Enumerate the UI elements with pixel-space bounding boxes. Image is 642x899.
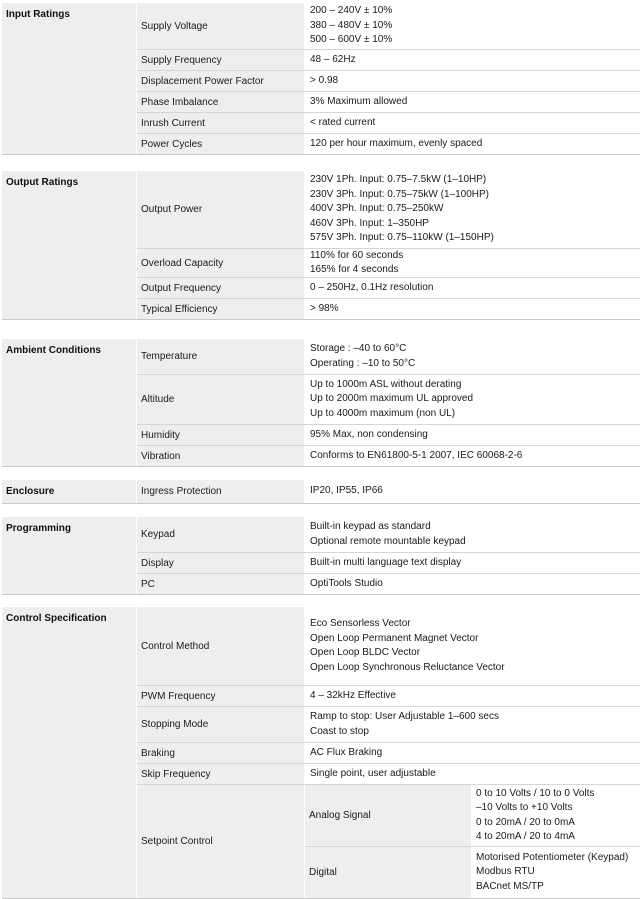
spec-value-line: Up to 2000m maximum UL approved [310, 393, 474, 405]
spec-value-cell [305, 375, 640, 424]
section-output-ratings [2, 171, 640, 320]
spec-value-line: Built-in keypad as standard [310, 521, 431, 532]
spec-label-cell [137, 249, 305, 277]
spec-value-cell [305, 743, 640, 763]
spec-label: Humidity [141, 429, 180, 441]
section-title: Enclosure [6, 486, 55, 497]
spec-label: Power Cycles [141, 138, 203, 150]
spec-value-line: > 98% [310, 302, 339, 314]
spec-value-cell [305, 574, 640, 594]
spec-sublabel-cell [305, 785, 472, 846]
spec-value-line: Optional remote mountable keypad [310, 535, 466, 547]
spec-value-line: 120 per hour maximum, evenly spaced [310, 137, 483, 149]
spec-value-line: IP20, IP55, IP66 [310, 485, 383, 497]
spec-subrow-digital [305, 847, 640, 898]
spec-label-cell [137, 743, 305, 763]
spec-value-line: < rated current [310, 116, 376, 128]
spec-label-cell [137, 299, 305, 319]
spec-row-setpoint-control [137, 785, 640, 898]
spec-label-cell [137, 553, 305, 573]
spec-label-cell [137, 134, 305, 154]
spec-subrow-analog-signal [305, 785, 640, 847]
spec-row-ingress-protection [137, 480, 640, 503]
spec-label-cell [137, 607, 305, 685]
spec-row-braking [137, 743, 640, 764]
spec-label: Output Power [141, 204, 203, 215]
spec-value-line: Motorised Potentiometer (Keypad) [476, 851, 629, 863]
spec-value-line: –10 Volts to +10 Volts [476, 802, 573, 813]
spec-value-line: Eco Sensorless Vector [310, 618, 411, 629]
spec-value-cell [305, 425, 640, 445]
spec-label-cell [137, 425, 305, 445]
spec-value-cell [305, 71, 640, 91]
spec-value-line: 380 – 480V ± 10% [310, 19, 393, 31]
section-body [137, 517, 640, 595]
spec-label-cell [137, 785, 305, 898]
spec-value-line: 110% for 60 seconds [310, 249, 404, 261]
spec-label-cell [137, 71, 305, 91]
section-title: Programming [6, 523, 72, 534]
spec-row-phase-imbalance [137, 92, 640, 113]
section-divider [2, 594, 640, 595]
spec-value-cell [305, 553, 640, 573]
spec-value-line: Up to 4000m maximum (non UL) [310, 407, 456, 419]
spec-row-power-cycles [137, 134, 640, 154]
spec-value-cell [305, 480, 640, 503]
spec-row-temperature [137, 339, 640, 375]
spec-label: Output Frequency [141, 282, 222, 294]
section-body [137, 607, 640, 899]
section-body [137, 171, 640, 320]
spec-row-overload-capacity [137, 249, 640, 278]
spec-row-inrush-current [137, 113, 640, 134]
spec-value-cell [305, 249, 640, 277]
spec-value-line: Open Loop Synchronous Reluctance Vector [310, 661, 505, 673]
spec-row-pwm-frequency [137, 686, 640, 707]
spec-value-line: Coast to stop [310, 725, 369, 737]
spec-sublabel: Analog Signal [309, 810, 371, 821]
spec-row-displacement-power-factor [137, 71, 640, 92]
spec-label-cell [137, 171, 305, 248]
spec-value-cell [305, 113, 640, 133]
spec-value-line: AC Flux Braking [310, 746, 383, 758]
spec-label-cell [137, 278, 305, 298]
spec-value-line: OptiTools Studio [310, 577, 383, 589]
spec-subvalue-cell [472, 785, 640, 846]
spec-value-cell [305, 339, 640, 374]
spec-value-line: BACnet MS/TP [476, 880, 544, 892]
section-title: Control Specification [6, 613, 107, 624]
spec-value-line: 0 to 10 Volts / 10 to 0 Volts [476, 787, 595, 799]
spec-row-altitude [137, 375, 640, 425]
spec-label: Setpoint Control [141, 836, 213, 847]
spec-value-line: Conforms to EN61800-5-1 2007, IEC 60068-2-6 [310, 449, 523, 461]
spec-value-line: Up to 1000m ASL without derating [310, 378, 462, 390]
section-divider [2, 466, 640, 467]
spec-sublabel-cell [305, 847, 472, 898]
spec-value-line: 230V 1Ph. Input: 0.75–7.5kW (1–10HP) [310, 174, 487, 186]
spec-value-cell [305, 517, 640, 552]
spec-row-output-frequency [137, 278, 640, 299]
spec-value-line: 4 to 20mA / 20 to 4mA [476, 831, 575, 842]
spec-label-cell [137, 50, 305, 70]
spec-value-line: Open Loop BLDC Vector [310, 647, 421, 658]
spec-label: Temperature [141, 351, 198, 362]
spec-label: Control Method [141, 640, 210, 652]
spec-value-cell [305, 299, 640, 319]
spec-label: Typical Efficiency [141, 303, 218, 315]
spec-label-cell [137, 339, 305, 374]
spec-row-stopping-mode [137, 707, 640, 743]
section-ambient-conditions [2, 339, 640, 467]
spec-row-output-power [137, 171, 640, 249]
spec-label: Displacement Power Factor [141, 75, 264, 87]
section-heading-cell [2, 517, 137, 595]
spec-label: Phase Imbalance [141, 96, 219, 108]
spec-value-line: 500 – 600V ± 10% [310, 34, 393, 46]
spec-label-cell [137, 517, 305, 552]
spec-row-pc [137, 574, 640, 594]
spec-value-line: Ramp to stop: User Adjustable 1–600 secs [310, 711, 499, 722]
spec-label: Supply Frequency [141, 54, 222, 66]
spec-row-humidity [137, 425, 640, 446]
section-title: Output Ratings [6, 177, 79, 188]
spec-row-skip-frequency [137, 764, 640, 785]
section-title: Input Ratings [6, 9, 70, 20]
section-divider [2, 154, 640, 155]
spec-value-line: Operating : –10 to 50°C [310, 357, 416, 369]
section-heading-cell [2, 480, 137, 504]
spec-value-line: 0 to 20mA / 20 to 0mA [476, 816, 575, 828]
section-enclosure [2, 480, 640, 504]
spec-value-line: 165% for 4 seconds [310, 264, 399, 275]
spec-sublabel: Digital [309, 867, 337, 878]
spec-row-supply-voltage [137, 3, 640, 50]
spec-value-cell [305, 171, 640, 248]
section-programming [2, 517, 640, 595]
spec-value-line: 95% Max, non condensing [310, 428, 428, 440]
spec-label-cell [137, 375, 305, 424]
spec-value-line: 200 – 240V ± 10% [310, 5, 393, 17]
spec-label: Inrush Current [141, 117, 205, 129]
spec-value-line: 0 – 250Hz, 0.1Hz resolution [310, 281, 434, 293]
spec-row-supply-frequency [137, 50, 640, 71]
spec-value-cell [305, 50, 640, 70]
spec-value-cell [305, 607, 640, 685]
spec-label-cell [137, 92, 305, 112]
spec-subvalue-cell [472, 847, 640, 898]
spec-label: Braking [141, 747, 175, 759]
spec-value-line: Storage : –40 to 60°C [310, 343, 407, 354]
spec-row-vibration [137, 446, 640, 466]
spec-label-cell [137, 707, 305, 742]
spec-value-cell [305, 92, 640, 112]
section-divider [2, 503, 640, 504]
spec-label-cell [137, 3, 305, 49]
spec-value-line: 3% Maximum allowed [310, 95, 408, 107]
spec-value-line: 230V 3Ph. Input: 0.75–75kW (1–100HP) [310, 188, 490, 200]
spec-value-line: 400V 3Ph. Input: 0.75–250kW [310, 203, 444, 215]
spec-value-cell [305, 446, 640, 466]
section-body [137, 339, 640, 467]
spec-label-cell [137, 113, 305, 133]
spec-value-cell [305, 278, 640, 298]
spec-row-control-method [137, 607, 640, 686]
spec-value-cell [305, 707, 640, 742]
section-heading-cell [2, 607, 137, 899]
spec-value-line: Modbus RTU [476, 866, 535, 878]
section-body [137, 480, 640, 504]
section-divider [2, 319, 640, 320]
spec-value-line: Built-in multi language text display [310, 556, 462, 568]
spec-value-line: Open Loop Permanent Magnet Vector [310, 632, 479, 644]
spec-label-cell [137, 574, 305, 594]
spec-label-cell [137, 764, 305, 784]
spec-label-cell [137, 480, 305, 503]
spec-label-cell [137, 686, 305, 706]
section-body [137, 3, 640, 155]
spec-value-line: 4 – 32kHz Effective [310, 689, 396, 701]
spec-label: Overload Capacity [141, 257, 224, 269]
section-heading-cell [2, 171, 137, 320]
spec-value-line: 460V 3Ph. Input: 1–350HP [310, 217, 429, 229]
spec-value-cell [305, 764, 640, 784]
section-heading-cell [2, 3, 137, 155]
spec-label: PWM Frequency [141, 690, 216, 702]
spec-value-cell [305, 3, 640, 49]
spec-value-line: 48 – 62Hz [310, 53, 356, 65]
section-control-specification [2, 607, 640, 899]
spec-value-cell [305, 686, 640, 706]
spec-row-keypad [137, 517, 640, 553]
spec-label: Display [141, 557, 174, 569]
section-title: Ambient Conditions [6, 345, 101, 356]
spec-value-line: 575V 3Ph. Input: 0.75–110kW (1–150HP) [310, 232, 494, 244]
spec-value-line: > 0.98 [310, 74, 339, 86]
spec-label-cell [137, 446, 305, 466]
spec-value-line: Single point, user adjustable [310, 767, 436, 779]
spec-label: Keypad [141, 529, 175, 540]
section-heading-cell [2, 339, 137, 467]
spec-value-cell [305, 134, 640, 154]
spec-row-typical-efficiency [137, 299, 640, 319]
spec-label: Ingress Protection [141, 486, 222, 497]
spec-label: Altitude [141, 394, 175, 405]
spec-row-display [137, 553, 640, 574]
section-input-ratings [2, 3, 640, 155]
spec-label: Stopping Mode [141, 719, 209, 730]
spec-label: Supply Voltage [141, 20, 208, 32]
spec-label: PC [141, 578, 155, 590]
spec-label: Skip Frequency [141, 768, 211, 780]
spec-label: Vibration [141, 450, 181, 462]
